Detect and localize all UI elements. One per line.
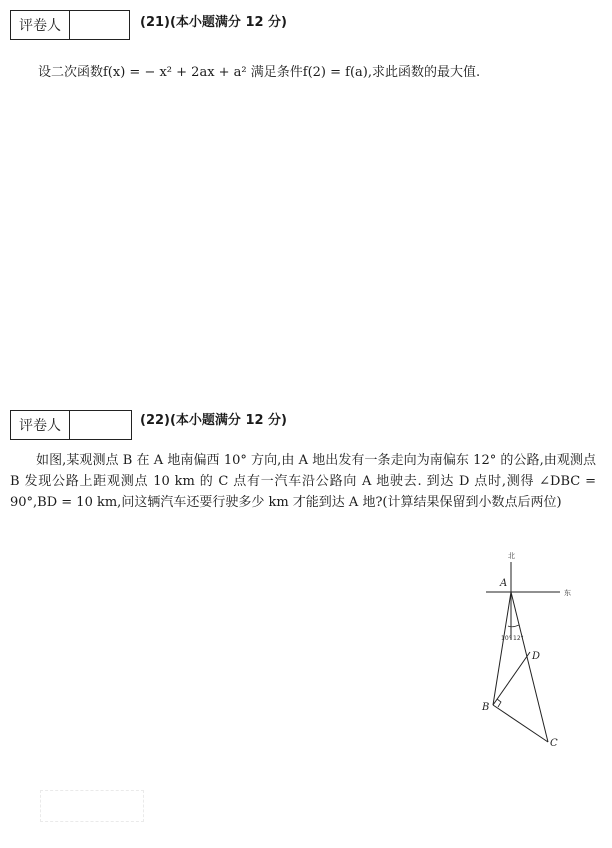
angle-label-10: 10° xyxy=(501,635,512,642)
line-bd xyxy=(493,652,530,705)
grader-score-blank xyxy=(70,11,129,39)
grader-box-q21 xyxy=(10,10,130,40)
geometry-figure xyxy=(470,540,610,780)
line-ab xyxy=(493,592,511,705)
north-label: 北 xyxy=(508,552,515,560)
angle-label-12: 12° xyxy=(513,635,524,642)
grader-box-q22 xyxy=(10,410,132,440)
right-angle-mark xyxy=(497,699,501,707)
q22-text: 如图,某观测点 B 在 A 地南偏西 10° 方向,由 A 地出发有一条走向为南偏东 12° 的公路,由观测点 B 发现公路上距观测点 10 km 的 C 点有一汽车沿公路向 A 地驶去. 到达 D 点时,测得 ∠DBC = 90°,BD = 10 km,问这辆汽车还要行驶多少 km 才能到达 A 地?(计算结果保留到小数点后两位) xyxy=(10,453,596,510)
angle-arc xyxy=(508,625,519,627)
grader-score-blank xyxy=(70,411,131,439)
east-label: 东 xyxy=(564,589,571,597)
q22-header: (22)(本小题满分 12 分) xyxy=(140,413,287,428)
point-b-label: B xyxy=(482,702,490,713)
grader-label: 评卷人 xyxy=(11,411,70,439)
faint-stamp-mark xyxy=(40,790,144,822)
line-ac xyxy=(511,592,548,742)
q21-header: (21)(本小题满分 12 分) xyxy=(140,15,287,30)
point-c-label: C xyxy=(550,738,558,749)
q21-text: 设二次函数f(x) = − x² + 2ax + a² 满足条件f(2) = f(a),求此函数的最大值. xyxy=(38,65,481,80)
grader-label: 评卷人 xyxy=(11,11,70,39)
point-a-label: A xyxy=(500,578,508,589)
point-d-label: D xyxy=(532,651,541,662)
